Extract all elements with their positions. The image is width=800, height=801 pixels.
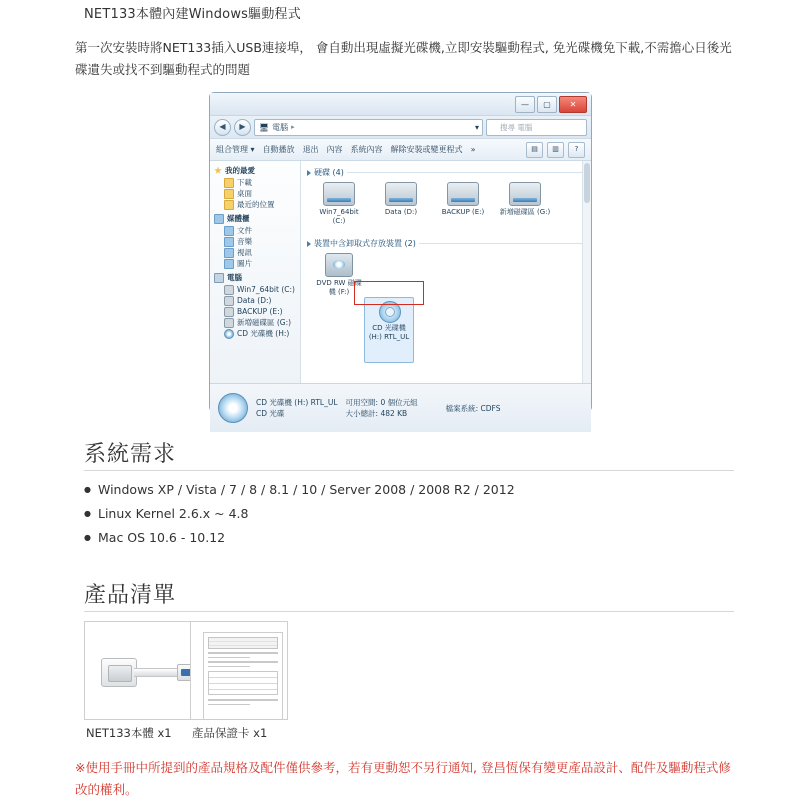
- address-input[interactable]: [254, 119, 483, 136]
- nav-item-recent[interactable]: [214, 199, 300, 210]
- nav-item-label: 圖片: [237, 259, 252, 268]
- nav-head-libraries[interactable]: [214, 213, 300, 224]
- warranty-card-illustration: [203, 632, 283, 720]
- library-icon: [224, 226, 234, 236]
- highlight-annotation-box: [354, 281, 424, 305]
- status-filesystem: 檔案系統: CDFS: [445, 403, 501, 413]
- status-capacity: [346, 397, 418, 419]
- product-caption-adapter: NET133本體 x1: [86, 726, 172, 740]
- explorer-toolbar: [210, 139, 591, 161]
- window-controls: [515, 96, 587, 113]
- drive-label: Win7_64bit (C:): [319, 208, 359, 225]
- folder-icon: [224, 189, 234, 199]
- maximize-button[interactable]: ▢: [537, 96, 557, 113]
- hdd-icon: [385, 182, 417, 206]
- toolbar-view-controls: [526, 142, 585, 158]
- library-icon: [224, 237, 234, 247]
- cd-icon: [224, 329, 234, 339]
- chevron-down-icon: [307, 170, 311, 176]
- nav-item-label: 下載: [237, 178, 252, 187]
- group-header-hard-disks[interactable]: [307, 167, 585, 178]
- minimize-button[interactable]: —: [515, 96, 535, 113]
- help-icon[interactable]: ?: [568, 142, 585, 158]
- section-title-requirements: 系統需求: [84, 442, 177, 467]
- divider: [347, 172, 585, 173]
- nav-item-drive-c[interactable]: [214, 284, 300, 295]
- group-header-removable[interactable]: [307, 238, 585, 249]
- nav-item-label: 新増磁碟區 (G:): [237, 318, 292, 327]
- nav-item-desktop[interactable]: [214, 188, 300, 199]
- nav-head-computer[interactable]: [214, 272, 300, 283]
- nav-group-computer: [214, 272, 300, 339]
- organize-button[interactable]: 組合管理 ▾: [216, 145, 255, 154]
- list-item: ● Windows XP / Vista / 7 / 8 / 8.1 / 10 / Server 2008 / 2008 R2 / 2012: [84, 478, 684, 502]
- removable-list: [307, 253, 585, 297]
- nav-group-favorites: [214, 165, 300, 210]
- hdd-icon: [323, 182, 355, 206]
- library-icon: [224, 248, 234, 258]
- drive-item[interactable]: [499, 182, 551, 226]
- nav-item-label: Data (D:): [237, 296, 272, 305]
- divider: [419, 243, 585, 244]
- product-image-warranty-card: [190, 621, 288, 720]
- status-free: 可用空間: 0 個位元組: [345, 398, 418, 407]
- status-type: CD 光碟: [256, 409, 285, 418]
- explorer-address-bar: [210, 116, 591, 139]
- nav-item-videos[interactable]: [214, 247, 300, 258]
- legal-notice: ※使用手冊中所提到的產品規格及配件僅供參考，若有更動恕不另行通知, 登昌恆保有變更產品設計、配件及驅動程式修改的權利。: [75, 760, 731, 797]
- drive-label: BACKUP (E:): [441, 208, 485, 216]
- intro-title: NET133本體內建Windows驅動程式: [84, 7, 301, 22]
- drive-label: DVD RW 磁碟機 (F:): [316, 279, 362, 296]
- group-header-label: 裝置中含卸取式存放裝置 (2): [314, 239, 416, 248]
- back-icon[interactable]: ◀: [214, 119, 231, 136]
- vertical-scrollbar[interactable]: [582, 161, 591, 383]
- nav-head-label: 媒體櫃: [227, 214, 250, 223]
- drive-item[interactable]: [375, 182, 427, 226]
- status-name: CD 光碟機 (H:) RTL_UL: [256, 398, 338, 407]
- uninstall-button[interactable]: 解除安裝或變更程式: [390, 145, 463, 154]
- nav-item-label: CD 光碟機 (H:): [237, 329, 290, 338]
- section-title-package: 產品清單: [84, 583, 177, 608]
- drive-label: CD 光碟機 (H:) RTL_UL: [368, 324, 410, 341]
- nav-item-label: 文件: [237, 226, 252, 235]
- forward-icon[interactable]: ▶: [234, 119, 251, 136]
- nav-item-label: 視訊: [237, 248, 252, 257]
- nav-item-drive-d[interactable]: [214, 295, 300, 306]
- dvd-icon: [325, 253, 353, 277]
- hdd-icon: [509, 182, 541, 206]
- system-properties-button[interactable]: 系統內容: [350, 145, 383, 154]
- requirements-list: [84, 478, 684, 550]
- divider-package: [84, 611, 734, 612]
- nav-item-label: 音樂: [237, 237, 252, 246]
- folder-icon: [224, 178, 234, 188]
- status-details: [256, 397, 338, 419]
- cd-icon: [218, 393, 248, 423]
- explorer-content-pane: [301, 161, 591, 383]
- drive-label: 新増磁碟區 (G:): [499, 208, 551, 216]
- computer-icon: 🖥: [259, 122, 270, 132]
- nav-group-libraries: [214, 213, 300, 269]
- disk-icon: [224, 285, 234, 295]
- cable: [134, 668, 180, 677]
- product-caption-warranty-card: 產品保證卡 x1: [192, 726, 268, 740]
- explorer-status-bar: [210, 383, 591, 432]
- nav-item-music[interactable]: [214, 236, 300, 247]
- intro-paragraph: 第一次安裝時將NET133插入USB連接埠， 會自動出現虛擬光碟機,立即安裝驅動程式, 免光碟機免下載,不需擔心日後光碟遺失或找不到驅動程式的問題: [75, 40, 732, 77]
- explorer-screenshot: [209, 92, 592, 418]
- address-path: 電腦: [272, 122, 289, 132]
- star-icon: [214, 167, 222, 175]
- explorer-titlebar: [210, 93, 591, 116]
- scrollbar-thumb[interactable]: [584, 163, 590, 203]
- folder-icon: [224, 200, 234, 210]
- hdd-icon: [447, 182, 479, 206]
- drive-label: Data (D:): [384, 208, 418, 216]
- chevron-right-icon: ▸: [291, 122, 295, 131]
- nav-item-drive-h[interactable]: [214, 328, 300, 339]
- properties-button[interactable]: 內容: [326, 145, 343, 154]
- nav-head-label: 電腦: [227, 273, 242, 282]
- drive-item[interactable]: [437, 182, 489, 226]
- autoplay-button[interactable]: 自動播放: [262, 145, 295, 154]
- usb-adapter-illustration: [101, 656, 201, 688]
- list-item: ● Linux Kernel 2.6.x ~ 4.8: [84, 502, 684, 526]
- explorer-navigation-pane[interactable]: [210, 161, 301, 383]
- nav-item-drive-e[interactable]: [214, 306, 300, 317]
- nav-item-drive-g[interactable]: [214, 317, 300, 328]
- view-mode-icon[interactable]: ▤: [526, 142, 543, 158]
- nav-item-label: 最近的位置: [237, 200, 275, 209]
- disk-icon: [224, 318, 234, 328]
- eject-button[interactable]: 退出: [302, 145, 319, 154]
- explorer-body: [210, 161, 591, 383]
- drive-item[interactable]: [313, 182, 365, 226]
- computer-icon: [214, 273, 224, 283]
- divider-requirements: [84, 470, 734, 471]
- library-icon: [224, 259, 234, 269]
- library-icon: [214, 214, 224, 224]
- close-button[interactable]: ✕: [559, 96, 587, 113]
- group-header-label: 硬碟 (4): [314, 168, 344, 177]
- disk-icon: [224, 296, 234, 306]
- disk-icon: [224, 307, 234, 317]
- status-filesystem-group: [446, 403, 501, 414]
- list-item: ● Mac OS 10.6 - 10.12: [84, 526, 684, 550]
- rj45-port: [101, 658, 137, 687]
- nav-item-pictures[interactable]: [214, 258, 300, 269]
- nav-head-favorites[interactable]: [214, 165, 300, 176]
- nav-item-documents[interactable]: [214, 225, 300, 236]
- hard-disk-list: [307, 182, 585, 226]
- nav-head-label: 我的最愛: [225, 166, 255, 175]
- nav-item-label: Win7_64bit (C:): [237, 285, 295, 294]
- nav-item-label: 桌面: [237, 189, 252, 198]
- nav-item-label: BACKUP (E:): [237, 307, 283, 316]
- nav-item-downloads[interactable]: [214, 177, 300, 188]
- drive-item-cd-selected[interactable]: [364, 297, 414, 363]
- status-size: 大小總計: 482 KB: [345, 409, 408, 418]
- chevron-down-icon[interactable]: ▾: [474, 122, 479, 132]
- preview-pane-icon[interactable]: ▥: [547, 142, 564, 158]
- chevron-down-icon: [307, 241, 311, 247]
- explorer-search-input[interactable]: 搜尋 電腦: [486, 119, 587, 136]
- more-button[interactable]: »: [470, 145, 476, 154]
